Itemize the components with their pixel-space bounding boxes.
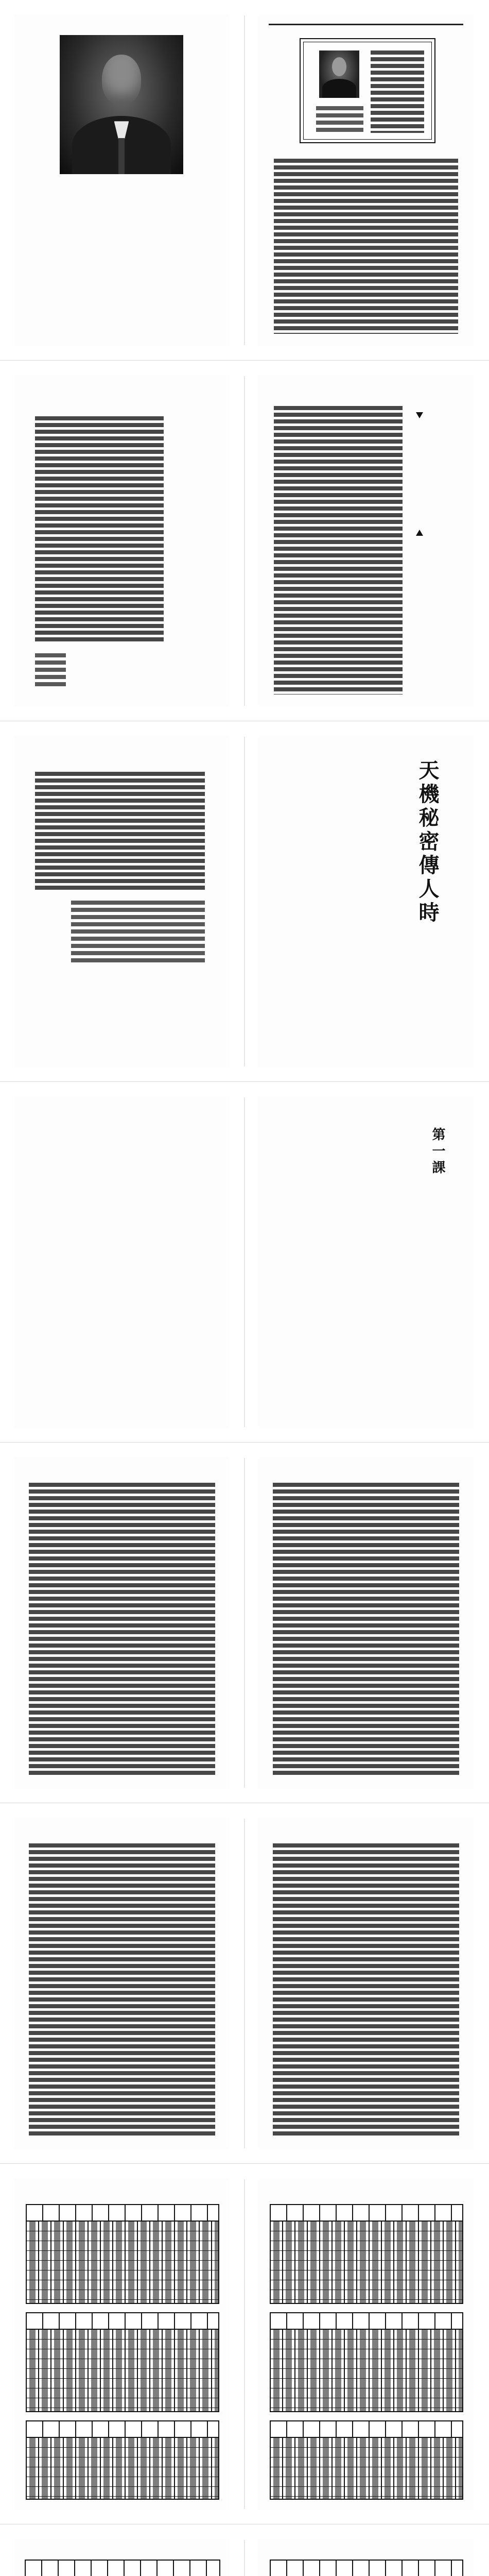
gutter bbox=[244, 1097, 245, 1427]
gutter bbox=[244, 1819, 245, 2148]
spread-6 bbox=[0, 1803, 489, 2164]
body-text bbox=[273, 1483, 459, 1776]
ornament-bottom bbox=[416, 530, 423, 536]
data-table bbox=[25, 2560, 220, 2576]
page-right bbox=[258, 2178, 474, 2510]
header-rule bbox=[269, 24, 463, 25]
book-title: 天機秘密傳人時 bbox=[415, 759, 440, 925]
lesson-heading: 第一課 bbox=[430, 1127, 445, 1177]
spread-2 bbox=[0, 361, 489, 721]
spread-1 bbox=[0, 0, 489, 361]
data-table bbox=[26, 2312, 219, 2412]
page-right bbox=[258, 375, 474, 707]
ornament-top bbox=[416, 412, 423, 418]
data-table bbox=[26, 2420, 219, 2500]
page-left bbox=[14, 2539, 230, 2576]
data-table bbox=[270, 2560, 463, 2576]
page-right bbox=[258, 14, 474, 346]
spread-4 bbox=[0, 1082, 489, 1443]
page-right bbox=[258, 1096, 474, 1428]
page-left bbox=[14, 736, 230, 1067]
gutter bbox=[244, 376, 245, 706]
page-left bbox=[14, 1818, 230, 2149]
gutter bbox=[244, 2179, 245, 2509]
spread-5 bbox=[0, 1443, 489, 1803]
author-portrait bbox=[60, 35, 183, 174]
page-left bbox=[14, 1096, 230, 1428]
gutter bbox=[244, 2540, 245, 2576]
body-text-lower bbox=[71, 901, 205, 962]
page-right bbox=[258, 1457, 474, 1789]
body-text bbox=[274, 159, 458, 334]
data-table bbox=[270, 2204, 463, 2304]
gutter bbox=[244, 737, 245, 1066]
body-text bbox=[29, 1483, 215, 1776]
spread-8 bbox=[0, 2524, 489, 2576]
page-left bbox=[14, 14, 230, 346]
page-right bbox=[258, 736, 474, 1067]
page-left bbox=[14, 1457, 230, 1789]
page-right bbox=[258, 1818, 474, 2149]
gutter bbox=[244, 15, 245, 345]
data-table bbox=[26, 2204, 219, 2304]
body-text bbox=[274, 406, 403, 694]
preface-note bbox=[35, 653, 66, 689]
masthead-subtext bbox=[316, 106, 363, 133]
masthead-photo bbox=[319, 50, 359, 98]
body-text-upper bbox=[35, 772, 205, 890]
spread-7 bbox=[0, 2164, 489, 2524]
spread-3 bbox=[0, 721, 489, 1082]
preface-body bbox=[35, 416, 164, 643]
page-left bbox=[14, 2178, 230, 2510]
body-text bbox=[29, 1843, 215, 2137]
data-table bbox=[270, 2312, 463, 2412]
page-left bbox=[14, 375, 230, 707]
masthead-text bbox=[371, 50, 424, 133]
page-right bbox=[258, 2539, 474, 2576]
gutter bbox=[244, 1458, 245, 1788]
body-text bbox=[273, 1843, 459, 2137]
masthead-box bbox=[300, 38, 435, 143]
data-table bbox=[270, 2420, 463, 2500]
